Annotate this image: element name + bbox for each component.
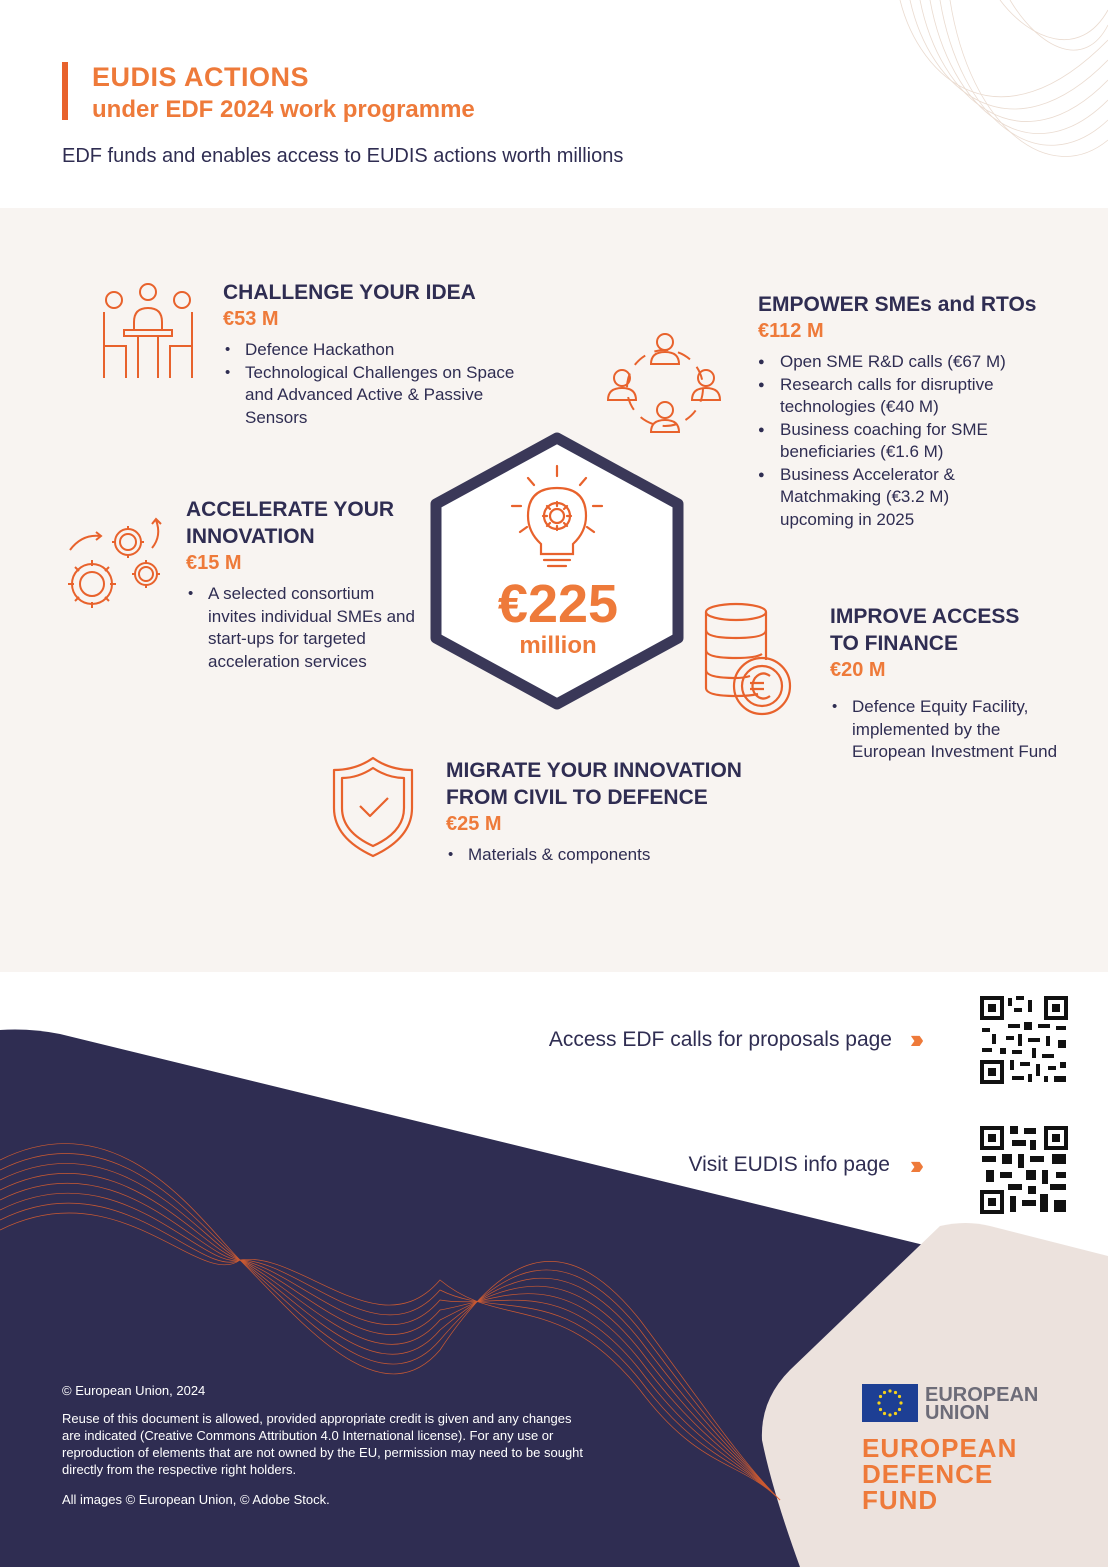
section-title-line1: IMPROVE ACCESS xyxy=(830,605,1020,628)
section-title-line1: MIGRATE YOUR INNOVATION xyxy=(446,759,742,782)
total-unit: million xyxy=(519,632,597,659)
section-title-line2: TO FINANCE xyxy=(830,632,958,655)
section-migrate xyxy=(446,757,786,867)
lightbulb-gear-icon xyxy=(506,462,608,574)
page-title: EUDIS ACTIONS xyxy=(92,62,310,92)
copyright-text: © European Union, 2024 xyxy=(62,1383,206,1398)
connected-people-icon xyxy=(606,330,724,444)
shield-check-icon xyxy=(328,754,418,860)
edf-logo-line2: DEFENCE xyxy=(862,1459,994,1489)
edf-logo-text xyxy=(862,1435,1017,1513)
eu-logo-text xyxy=(925,1386,1038,1422)
section-amount: €15 M xyxy=(186,552,242,574)
coins-euro-icon xyxy=(700,600,800,720)
page-subtitle: under EDF 2024 work programme xyxy=(92,96,475,123)
gears-icon xyxy=(60,514,170,624)
section-challenge xyxy=(223,279,543,429)
eu-logo-line2: UNION xyxy=(925,1402,990,1424)
list-item: ● Business Accelerator & Matchmaking (€3.2 M) upcoming in 2025 xyxy=(758,464,990,532)
section-empower xyxy=(758,291,1068,531)
section-title-line2: INNOVATION xyxy=(186,525,315,548)
section-title: EMPOWER SMEs and RTOs xyxy=(758,293,1037,316)
decorative-lines xyxy=(880,0,1108,190)
edf-logo-line3: FUND xyxy=(862,1485,939,1515)
intro-text: EDF funds and enables access to EUDIS actions worth millions xyxy=(62,145,624,167)
section-title-line1: ACCELERATE YOUR xyxy=(186,498,395,521)
eu-logo-line1: EUROPEAN xyxy=(925,1384,1039,1406)
section-amount: €112 M xyxy=(758,320,824,342)
title-accent-bar xyxy=(62,62,68,120)
chevrons-right-icon: ››› xyxy=(910,1024,918,1054)
edf-calls-link[interactable]: Access EDF calls for proposals page xyxy=(548,1028,892,1051)
section-amount: €25 M xyxy=(446,813,502,835)
list-item: • Technological Challenges on Space and Advanced Active & Passive Sensors xyxy=(223,362,515,430)
total-amount xyxy=(460,575,656,659)
section-title: CHALLENGE YOUR IDEA xyxy=(223,281,476,304)
list-item: • A selected consortium invites individual SMEs and start-ups for targeted acceleration services xyxy=(186,583,422,673)
section-amount: €20 M xyxy=(830,659,886,681)
list-item: ● Research calls for disruptive technologies (€40 M) xyxy=(758,374,1028,419)
chevrons-right-icon: ››› xyxy=(910,1150,918,1180)
eudis-info-link[interactable]: Visit EUDIS info page xyxy=(688,1153,890,1176)
list-item: • Defence Equity Facility, implemented by the European Investment Fund xyxy=(830,696,1060,764)
section-accelerate xyxy=(186,496,436,673)
section-amount: €53 M xyxy=(223,308,279,330)
list-item: • Defence Hackathon xyxy=(223,339,543,362)
people-at-table-icon xyxy=(98,282,198,382)
qr-code-eudis-icon[interactable] xyxy=(978,1124,1070,1216)
list-item: ● Open SME R&D calls (€67 M) xyxy=(758,351,1028,374)
total-value: €225 xyxy=(497,574,619,634)
list-item: • Materials & components xyxy=(446,844,786,867)
edf-logo-line1: EUROPEAN xyxy=(862,1433,1018,1463)
eu-flag-icon xyxy=(862,1384,918,1422)
qr-code-edf-calls-icon[interactable] xyxy=(978,994,1070,1086)
list-item: ● Business coaching for SME beneficiaries (€1.6 M) xyxy=(758,419,1028,464)
section-finance xyxy=(830,603,1070,764)
reuse-notice: Reuse of this document is allowed, provided appropriate credit is given and any changes are indicated (Creative Commons Attribution 4.0 International license). For any use or reproduction of elements that are not owned by the EU, permission may need to be sought directly from the respective right holders. xyxy=(62,1411,584,1477)
section-title-line2: FROM CIVIL TO DEFENCE xyxy=(446,786,708,809)
image-credits: All images © European Union, © Adobe Stock. xyxy=(62,1492,330,1507)
